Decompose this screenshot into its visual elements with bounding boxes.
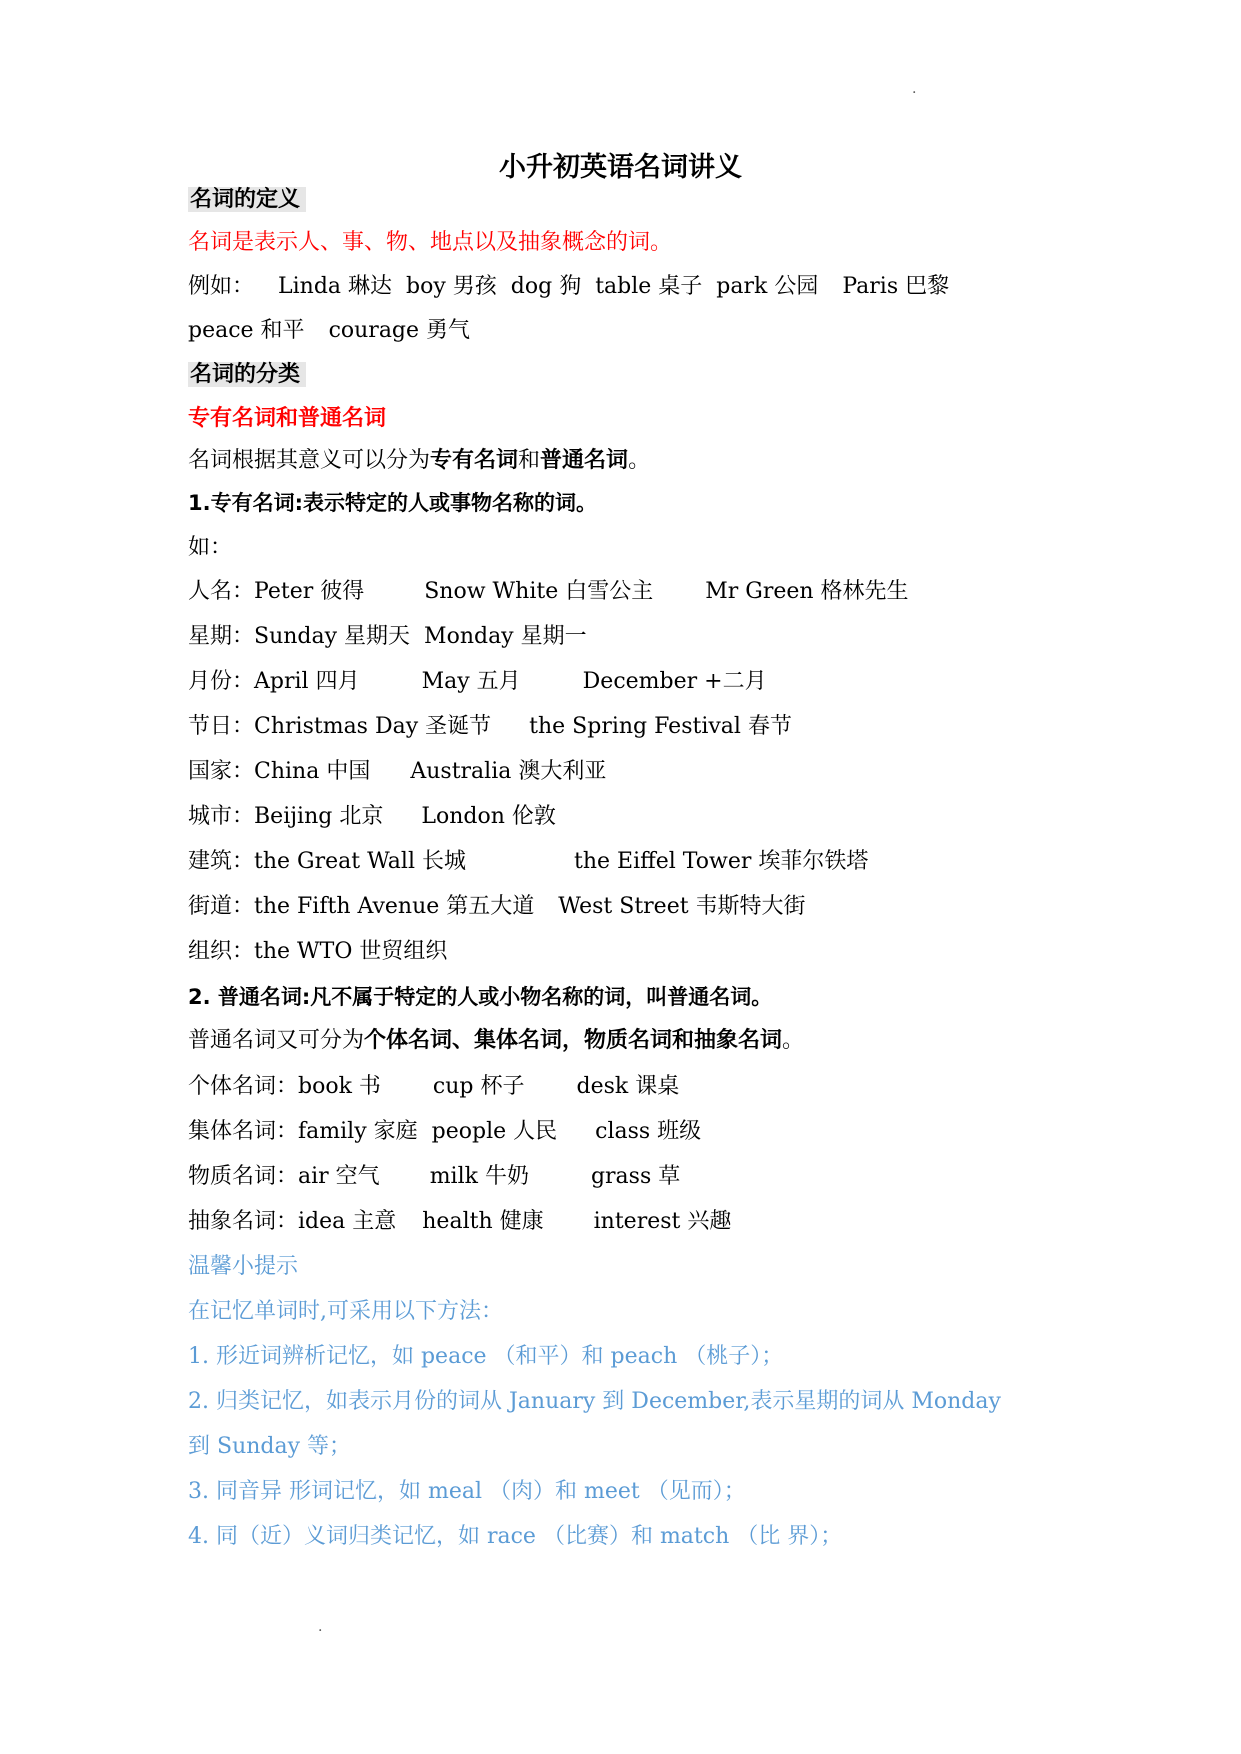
intro-text: 和 [518, 448, 541, 473]
row-item: people 人民 [431, 1119, 558, 1144]
intro-bold: 专有名词 [430, 448, 519, 473]
intro-text: 。 [628, 448, 651, 473]
row-item: Mr Green 格林先生 [705, 579, 909, 604]
examples-line-1 [188, 270, 949, 304]
row-item: Christmas Day 圣诞节 [254, 714, 492, 739]
footer-dot: . [318, 1619, 323, 1635]
row-item: April 四月 [254, 669, 360, 694]
proper-row-months [188, 665, 767, 699]
example-item: table 桌子 [595, 274, 703, 299]
row-label: 城市： [188, 804, 255, 829]
classification-intro [188, 444, 650, 478]
row-item: Monday 星期一 [424, 624, 587, 649]
row-item: the Eiffel Tower 埃菲尔铁塔 [573, 849, 869, 874]
tip-item-2: 2. 归类记忆，如表示月份的词从 January 到 December,表示星期的词从 Monday [188, 1389, 1001, 1414]
example-item: peace 和平 [188, 318, 305, 343]
row-item: class 班级 [595, 1119, 702, 1144]
proper-row-organizations [188, 935, 447, 969]
common-row-individual [188, 1070, 679, 1104]
row-item: Sunday 星期天 [254, 624, 411, 649]
definition-heading-text: 名词的定义 [188, 187, 306, 212]
intro-text: 普通名词又可分为 [188, 1028, 365, 1053]
row-item: health 健康 [422, 1209, 544, 1234]
row-item: Peter 彼得 [254, 579, 365, 604]
intro-bold: 普通名词 [540, 448, 629, 473]
proper-row-streets [188, 890, 806, 924]
row-item: Australia 澳大利亚 [410, 759, 607, 784]
row-item: London 伦敦 [421, 804, 556, 829]
example-item: dog 狗 [510, 274, 582, 299]
example-item: Linda 琳达 [278, 274, 393, 299]
classification-heading-text: 名词的分类 [188, 362, 306, 387]
row-item: the WTO 世贸组织 [254, 939, 448, 964]
row-item: Beijing 北京 [254, 804, 384, 829]
example-item: Paris 巴黎 [842, 274, 950, 299]
row-item: interest 兴趣 [593, 1209, 732, 1234]
row-item: the Spring Festival 春节 [529, 714, 792, 739]
proper-row-buildings [188, 845, 868, 879]
row-item: grass 草 [590, 1164, 681, 1189]
common-row-collective [188, 1115, 701, 1149]
proper-common-subheading: 专有名词和普通名词 [188, 406, 387, 431]
proper-row-people [188, 575, 909, 609]
row-label: 集体名词： [188, 1119, 299, 1144]
common-row-material [188, 1160, 680, 1194]
common-noun-title: 2. 普通名词:凡不属于特定的人或小物名称的词，叫普通名词。 [188, 985, 773, 1009]
examples-label: 例如： [188, 274, 255, 299]
row-item: the Great Wall 长城 [254, 849, 466, 874]
row-label: 物质名词： [188, 1164, 299, 1189]
common-row-abstract [188, 1205, 731, 1239]
example-item: boy 男孩 [406, 274, 497, 299]
row-item: the Fifth Avenue 第五大道 [254, 894, 535, 919]
row-label: 组织： [188, 939, 255, 964]
example-item: courage 勇气 [328, 318, 471, 343]
proper-noun-title: 1.专有名词:表示特定的人或事物名称的词。 [188, 491, 597, 515]
classification-heading [188, 358, 306, 392]
row-label: 月份： [188, 669, 255, 694]
tip-item-2-cont: 到 Sunday 等； [188, 1434, 352, 1459]
row-label: 个体名词： [188, 1074, 299, 1099]
proper-row-weekdays [188, 620, 587, 654]
proper-row-countries [188, 755, 606, 789]
row-label: 节日： [188, 714, 255, 739]
row-item: December +二月 [582, 669, 767, 694]
row-item: air 空气 [298, 1164, 380, 1189]
row-item: family 家庭 [298, 1119, 418, 1144]
example-item: park 公园 [716, 274, 819, 299]
intro-text: 名词根据其意义可以分为 [188, 448, 431, 473]
tips-intro: 在记忆单词时,可采用以下方法： [188, 1299, 503, 1324]
proper-row-festivals [188, 710, 792, 744]
header-dot: . [912, 81, 917, 97]
row-label: 抽象名词： [188, 1209, 299, 1234]
row-label: 建筑： [188, 849, 255, 874]
definition-text: 名词是表示人、事、物、地点以及抽象概念的词。 [188, 230, 673, 255]
row-label: 国家： [188, 759, 255, 784]
row-label: 星期： [188, 624, 255, 649]
proper-row-cities [188, 800, 556, 834]
row-item: May 五月 [421, 669, 521, 694]
row-item: Snow White 白雪公主 [424, 579, 654, 604]
intro-text: 。 [782, 1028, 805, 1053]
row-item: desk 课桌 [576, 1074, 680, 1099]
row-item: West Street 韦斯特大街 [558, 894, 806, 919]
row-item: milk 牛奶 [429, 1164, 529, 1189]
row-item: book 书 [298, 1074, 381, 1099]
tip-item-1: 1. 形近词辨析记忆，如 peace （和平）和 peach （桃子）； [188, 1344, 784, 1369]
tip-item-4: 4. 同（近）义词归类记忆，如 race （比赛）和 match （比 界）； [188, 1524, 843, 1549]
tips-heading: 温馨小提示 [188, 1254, 299, 1279]
row-label: 街道： [188, 894, 255, 919]
row-item: cup 杯子 [432, 1074, 525, 1099]
tip-item-3: 3. 同音异 形词记忆，如 meal （肉）和 meet （见而）； [188, 1479, 746, 1504]
definition-heading [188, 183, 306, 217]
row-item: idea 主意 [298, 1209, 397, 1234]
for-example-label: 如： [188, 535, 233, 560]
row-label: 人名： [188, 579, 255, 604]
examples-line-2 [188, 314, 470, 348]
row-item: China 中国 [254, 759, 371, 784]
page-title: 小升初英语名词讲义 [499, 152, 742, 183]
common-noun-intro [188, 1024, 804, 1058]
intro-bold: 个体名词、集体名词，物质名词和抽象名词 [364, 1028, 783, 1053]
